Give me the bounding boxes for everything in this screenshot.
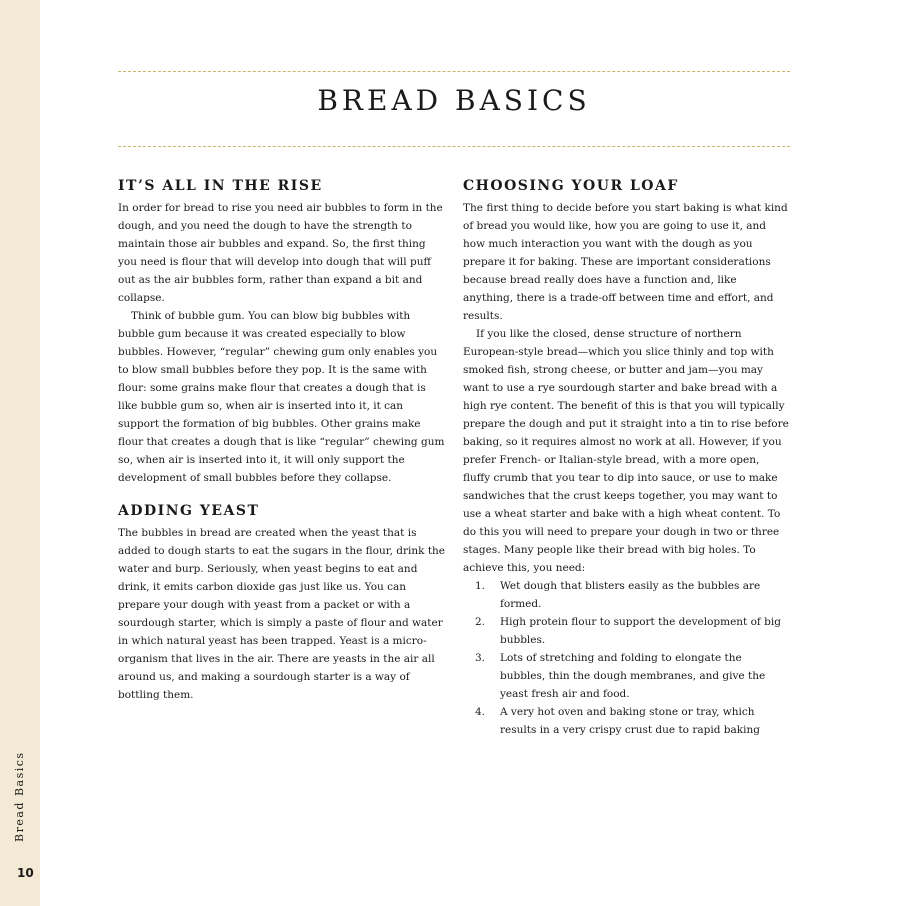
paragraph: Think of bubble gum. You can blow big bubbles with bubble gum because it was created especially to blow bubbles. However, “regular” chewing gum only enables you to blow small bubbles before they pop. It is the same with flour: some grains make flour that creates a dough that is like bubble gum so, when air is inserted into it, it can support the formation of big bubbles. Other grains make flour that creates a dough that is like “regular” chewing gum so, when air is inserted into it, it will only support the development of small bubbles before they collapse. [118,310,445,484]
list-item [463,577,789,613]
list-text: Wet dough that blisters easily as the bubbles are formed. [500,580,761,610]
top-dashed-rule [118,71,790,72]
paragraph: The first thing to decide before you start baking is what kind of bread you would like, how you are going to use it, and how much interaction you want with the dough as you prepare it for baking. These are important considerations because bread really does have a function and, like anything, there is a trade-off between time and effort, and results. [463,202,788,322]
list-text: High protein flour to support the development of big bubbles. [500,616,781,646]
list-text: Lots of stretching and folding to elongate the bubbles, thin the dough membranes, and give the yeast fresh air and food. [500,652,766,700]
left-column [118,176,446,704]
list-item [463,613,789,649]
section-heading-loaf: CHOOSING YOUR LOAF [463,178,679,194]
section-heading-yeast: ADDING YEAST [118,503,260,519]
bottom-dashed-rule [118,146,790,147]
page-number: 10 [17,866,34,880]
page-title: BREAD BASICS [317,84,591,117]
requirements-list [463,577,789,739]
paragraph: In order for bread to rise you need air bubbles to form in the dough, and you need the dough to have the strength to maintain those air bubbles and expand. So, the first thing you need is flour that will develop into dough that will puff out as the air bubbles form, rather than expand a bit and collapse. [118,202,443,304]
section-heading-rise: IT’S ALL IN THE RISE [118,178,323,194]
side-label: Bread Basics [13,751,26,842]
list-number: 3. [475,652,486,664]
right-column [463,176,789,739]
list-number: 4. [475,706,486,718]
list-number: 1. [475,580,486,592]
list-item [463,649,789,703]
list-number: 2. [475,616,486,628]
paragraph: The bubbles in bread are created when the yeast that is added to dough starts to eat the sugars in the flour, drink the water and burp. Seriously, when yeast begins to eat and drink, it emits carbon dioxide gas just like us. You can prepare your dough with yeast from a packet or with a sourdough starter, which is simply a paste of flour and water in which natural yeast has been trapped. Yeast is a micro-organism that lives in the air. There are yeasts in the air all around us, and making a sourdough starter is a way of bottling them. [118,527,446,701]
list-item [463,703,789,739]
list-text: A very hot oven and baking stone or tray, which results in a very crispy crust due to rapid baking [500,706,760,736]
paragraph: If you like the closed, dense structure of northern European-style bread—which you slice thinly and top with smoked fish, strong cheese, or butter and jam—you may want to use a rye sourdough starter and bake bread with a high rye content. The benefit of this is that you will typically prepare the dough and put it straight into a tin to rise before baking, so it requires almost no work at all. However, if you prefer French- or Italian-style bread, with a more open, fluffy crumb that you tear to dip into sauce, or use to make sandwiches that the crust keeps together, you may want to use a wheat starter and bake with a high wheat content. To do this you will need to prepare your dough in two or three stages. Many people like their bread with big holes. To achieve this, you need: [463,328,789,574]
